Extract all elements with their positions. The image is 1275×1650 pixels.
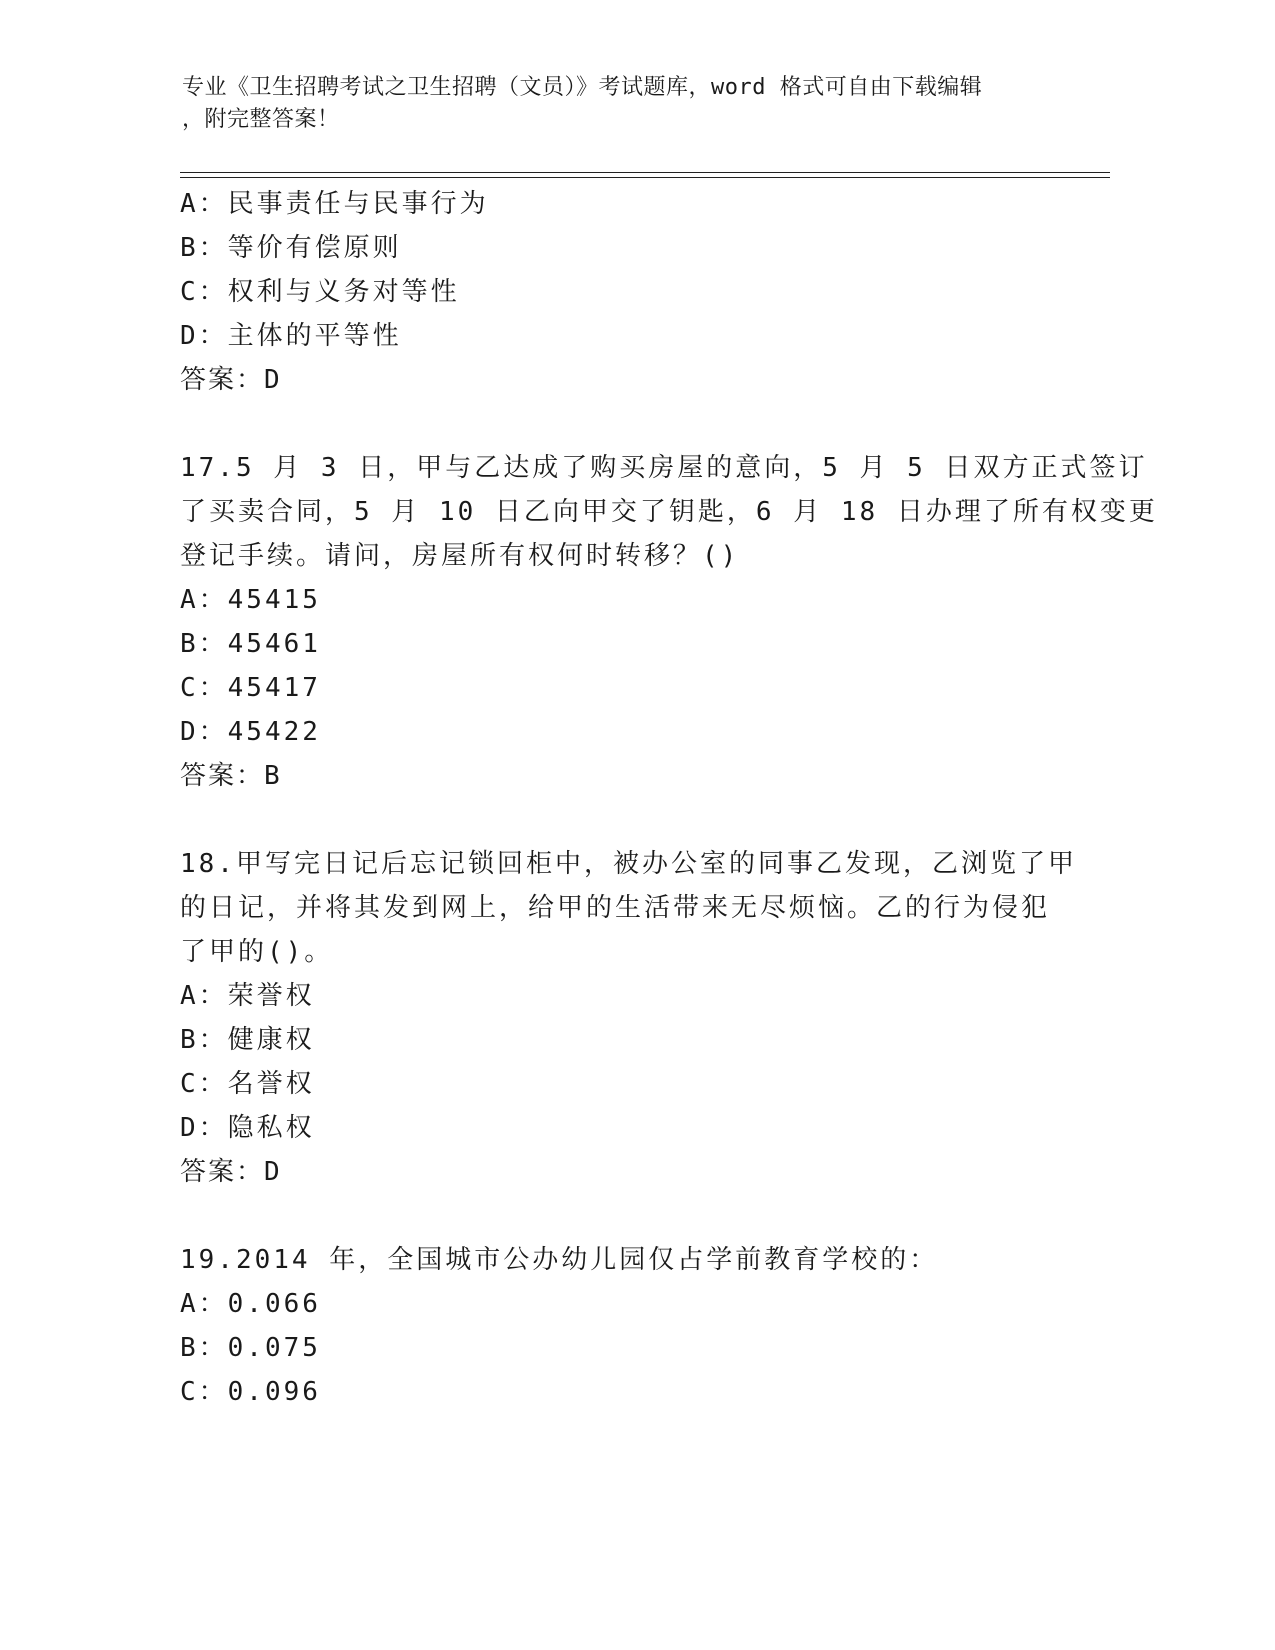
option-c: C：权利与义务对等性 (180, 277, 460, 307)
option-b: B：等价有偿原则 (180, 233, 402, 263)
question-18 (180, 842, 1077, 1194)
header-intro-line-1: 专业《卫生招聘考试之卫生招聘（文员）》考试题库，word 格式可自由下载编辑 (182, 75, 983, 100)
question-17 (180, 446, 1158, 798)
option-a: A：荣誉权 (180, 981, 315, 1011)
answer-line: 答案：D (180, 365, 282, 395)
question-text-line: 18.甲写完日记后忘记锁回柜中，被办公室的同事乙发现，乙浏览了甲 (180, 849, 1077, 879)
option-a: A：民事责任与民事行为 (180, 189, 489, 219)
question-19 (180, 1238, 1060, 1414)
header-divider-top (180, 172, 1110, 173)
option-a: A：0.066 (180, 1289, 321, 1319)
question-text-line: 了买卖合同，5 月 10 日乙向甲交了钥匙，6 月 18 日办理了所有权变更 (180, 497, 1158, 527)
answer-line: 答案：D (180, 1157, 282, 1187)
header-intro-line-2: ，附完整答案！ (182, 107, 340, 132)
spacer (180, 1194, 1060, 1238)
spacer (180, 798, 1060, 842)
question-text-line: 19.2014 年，全国城市公办幼儿园仅占学前教育学校的： (180, 1245, 939, 1275)
option-c: C：名誉权 (180, 1069, 315, 1099)
spacer (180, 402, 1060, 446)
option-c: C：0.096 (180, 1377, 321, 1407)
option-a: A：45415 (180, 585, 321, 615)
document-header (182, 72, 1062, 136)
option-d: D：隐私权 (180, 1113, 315, 1143)
question-content (180, 182, 1158, 1414)
question-text-line: 的日记，并将其发到网上，给甲的生活带来无尽烦恼。乙的行为侵犯 (180, 893, 1051, 923)
header-divider-bottom (180, 177, 1110, 178)
question-text-line: 登记手续。请问，房屋所有权何时转移？() (180, 541, 740, 571)
option-b: B：健康权 (180, 1025, 315, 1055)
option-d: D：45422 (180, 717, 321, 747)
question-16-continuation (180, 182, 1060, 402)
option-b: B：0.075 (180, 1333, 321, 1363)
option-c: C：45417 (180, 673, 321, 703)
answer-line: 答案：B (180, 761, 282, 791)
question-text-line: 了甲的()。 (180, 937, 334, 967)
question-text-line: 17.5 月 3 日，甲与乙达成了购买房屋的意向，5 月 5 日双方正式签订 (180, 453, 1148, 483)
option-d: D：主体的平等性 (180, 321, 402, 351)
option-b: B：45461 (180, 629, 321, 659)
